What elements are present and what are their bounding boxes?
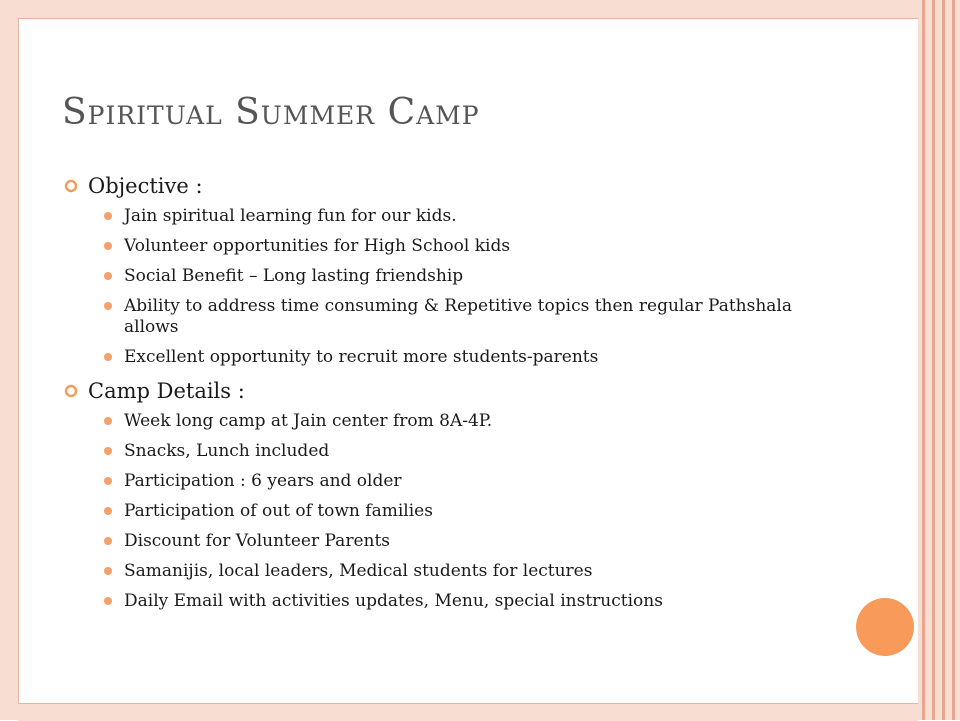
decorative-circle	[856, 598, 914, 656]
dot-bullet-icon	[104, 212, 112, 220]
section-heading-label: Camp Details :	[88, 379, 245, 403]
right-stripes	[918, 0, 960, 720]
list-item-text: Jain spiritual learning fun for our kids.	[124, 206, 457, 226]
left-border	[0, 0, 19, 720]
list-item	[62, 296, 842, 338]
section-heading-label: Objective :	[88, 174, 203, 198]
slide-title: Spiritual Summer Camp	[62, 92, 480, 133]
section-camp-details	[62, 377, 842, 612]
stripe	[952, 0, 955, 720]
dot-bullet-icon	[104, 447, 112, 455]
top-border	[18, 0, 918, 19]
list-item	[62, 206, 842, 227]
list-item	[62, 561, 842, 582]
list-item-text: Discount for Volunteer Parents	[124, 531, 391, 551]
objective-list	[62, 206, 842, 368]
dot-bullet-icon	[104, 567, 112, 575]
list-item	[62, 591, 842, 612]
bottom-border	[18, 703, 918, 721]
dot-bullet-icon	[104, 417, 112, 425]
list-item	[62, 531, 842, 552]
list-item	[62, 411, 842, 432]
list-item-text: Daily Email with activities updates, Menu, special instructions	[124, 591, 663, 611]
section-heading	[62, 377, 842, 405]
dot-bullet-icon	[104, 537, 112, 545]
section-heading	[62, 172, 842, 200]
list-item-text: Snacks, Lunch included	[124, 441, 330, 461]
slide-content	[62, 172, 842, 621]
list-item-text: Social Benefit – Long lasting friendship	[124, 266, 464, 286]
dot-bullet-icon	[104, 302, 112, 310]
dot-bullet-icon	[104, 507, 112, 515]
list-item	[62, 347, 842, 368]
dot-bullet-icon	[104, 353, 112, 361]
dot-bullet-icon	[104, 272, 112, 280]
camp-details-list	[62, 411, 842, 612]
list-item	[62, 471, 842, 492]
list-item	[62, 501, 842, 522]
list-item-text: Week long camp at Jain center from 8A-4P.	[124, 411, 493, 431]
list-item	[62, 236, 842, 257]
list-item-text: Volunteer opportunities for High School kids	[124, 236, 511, 256]
list-item-text: Samanijis, local leaders, Medical students for lectures	[124, 561, 593, 581]
list-item	[62, 441, 842, 462]
list-item-text: Participation : 6 years and older	[124, 471, 402, 491]
list-item-text: Ability to address time consuming & Repetitive topics then regular Pathshala allows	[124, 296, 793, 337]
ring-bullet-icon	[64, 384, 78, 398]
stripe	[932, 0, 935, 720]
ring-bullet-icon	[64, 179, 78, 193]
dot-bullet-icon	[104, 597, 112, 605]
dot-bullet-icon	[104, 242, 112, 250]
dot-bullet-icon	[104, 477, 112, 485]
list-item-text: Participation of out of town families	[124, 501, 433, 521]
list-item	[62, 266, 842, 287]
stripe	[942, 0, 945, 720]
list-item-text: Excellent opportunity to recruit more students-parents	[124, 347, 599, 367]
section-objective	[62, 172, 842, 368]
stripe	[922, 0, 925, 720]
